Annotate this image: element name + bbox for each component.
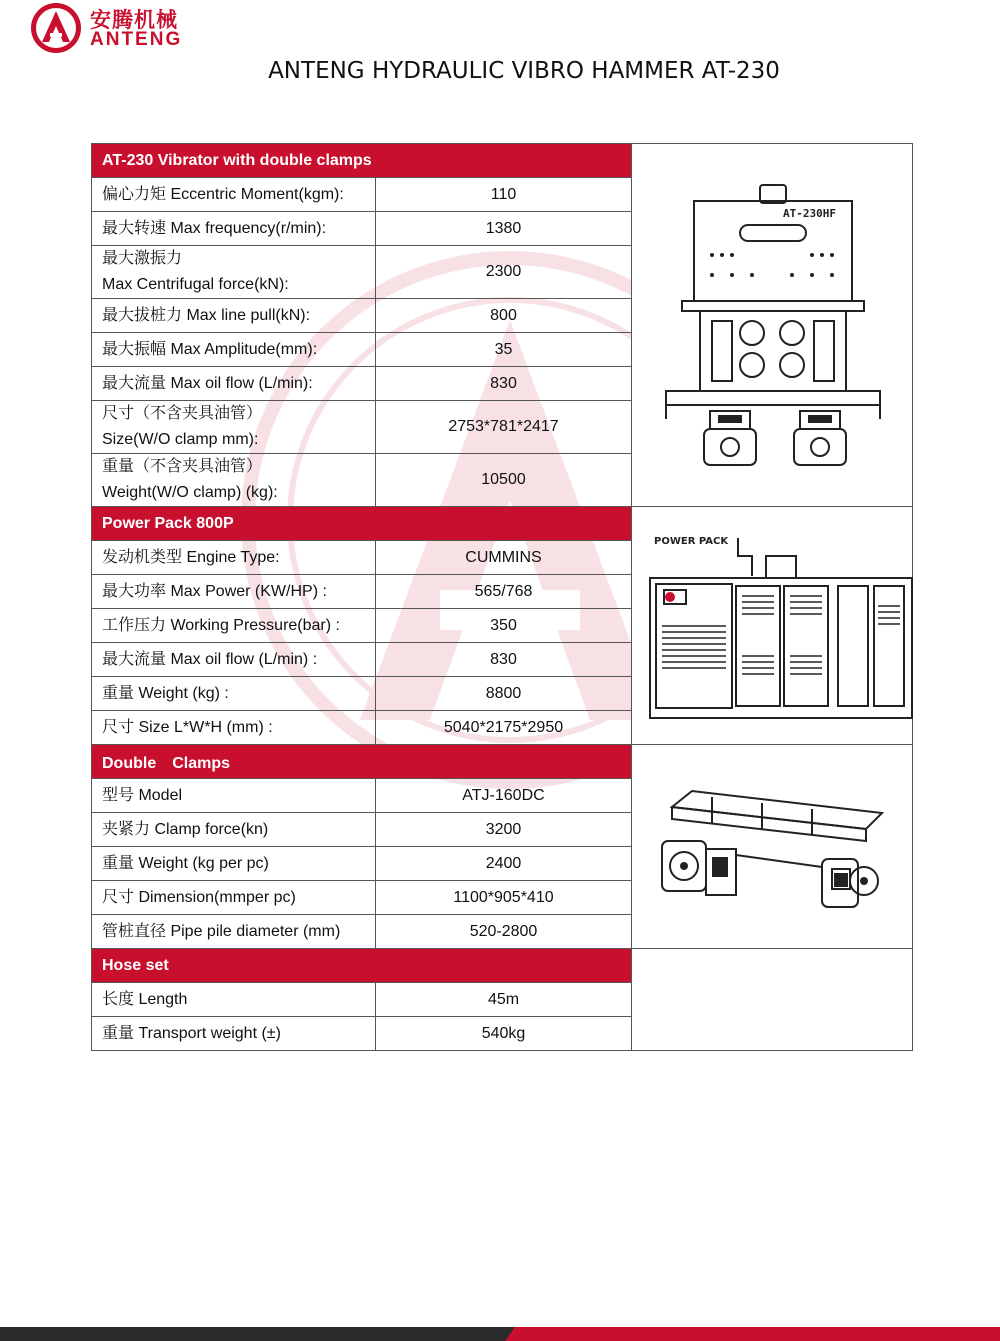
brand-name-cn: 安腾机械 — [90, 8, 178, 32]
label-cn: 最大激振力 — [102, 250, 183, 267]
power-pack-drawing-icon — [642, 526, 918, 726]
clamps-row-value: 1100*905*410 — [376, 881, 632, 915]
hose-image-cell — [632, 949, 913, 1051]
power-pack-row-value: 5040*2175*2950 — [376, 711, 632, 745]
section-header-vibrator: AT-230 Vibrator with double clamps — [92, 144, 632, 178]
vibrator-row-value: 35 — [376, 333, 632, 367]
vibrator-row-label: 偏心力矩 Eccentric Moment(kgm): — [92, 178, 376, 212]
clamps-row-value: ATJ-160DC — [376, 779, 632, 813]
footer-dark-stripe — [0, 1327, 530, 1341]
footer-bar — [0, 1327, 1000, 1341]
spec-table — [91, 143, 913, 1051]
hose-row-value: 45m — [376, 983, 632, 1017]
power-pack-row-value: 830 — [376, 643, 632, 677]
clamps-row-value: 520-2800 — [376, 915, 632, 949]
vibrator-row-value: 10500 — [376, 454, 632, 507]
double-clamps-drawing-icon — [652, 777, 892, 917]
vibrator-image — [632, 144, 913, 507]
label-en: Weight(W/O clamp) (kg): — [102, 484, 278, 501]
footer-red-stripe — [505, 1327, 1000, 1341]
power-pack-row-label: 尺寸 Size L*W*H (mm) : — [92, 711, 376, 745]
power-pack-row-label: 工作压力 Working Pressure(bar) : — [92, 609, 376, 643]
clamps-row-value: 3200 — [376, 813, 632, 847]
vibrator-row-value: 800 — [376, 299, 632, 333]
section-header-power-pack: Power Pack 800P — [92, 507, 632, 541]
power-pack-row-label: 最大功率 Max Power (KW/HP) : — [92, 575, 376, 609]
vibro-hammer-drawing-icon — [652, 175, 892, 475]
power-pack-row-label: 最大流量 Max oil flow (L/min) : — [92, 643, 376, 677]
vibrator-row-label: 最大拔桩力 Max line pull(kN): — [92, 299, 376, 333]
anteng-logo-icon — [30, 2, 82, 54]
power-pack-logo-icon — [665, 592, 675, 602]
vibrator-row-value: 830 — [376, 367, 632, 401]
clamps-row-value: 2400 — [376, 847, 632, 881]
label-cn: 尺寸（不含夹具油管） — [102, 405, 263, 422]
brand-name-en: ANTENG — [90, 29, 183, 50]
vibrator-row-value: 110 — [376, 178, 632, 212]
clamps-row-label: 尺寸 Dimension(mmper pc) — [92, 881, 376, 915]
vibrator-row-value: 2300 — [376, 246, 632, 299]
vibrator-row-label: 最大流量 Max oil flow (L/min): — [92, 367, 376, 401]
vibrator-model-label: AT-230HF — [783, 207, 836, 220]
power-pack-image — [632, 507, 913, 745]
label-en: Size(W/O clamp mm): — [102, 431, 259, 448]
vibrator-row-label — [92, 246, 376, 299]
power-pack-image-label: POWER PACK — [654, 535, 729, 547]
label-cn: 重量（不含夹具油管） — [102, 458, 263, 475]
section-header-clamps: Double Clamps — [92, 745, 632, 779]
power-pack-row-label: 重量 Weight (kg) : — [92, 677, 376, 711]
clamps-row-label: 重量 Weight (kg per pc) — [92, 847, 376, 881]
vibrator-row-label: 最大振幅 Max Amplitude(mm): — [92, 333, 376, 367]
power-pack-row-value: 8800 — [376, 677, 632, 711]
section-header-hose: Hose set — [92, 949, 632, 983]
hose-row-label: 长度 Length — [92, 983, 376, 1017]
vibrator-row-label — [92, 454, 376, 507]
hose-row-value: 540kg — [376, 1017, 632, 1051]
vibrator-row-value: 2753*781*2417 — [376, 401, 632, 454]
clamps-row-label: 夹紧力 Clamp force(kn) — [92, 813, 376, 847]
power-pack-row-label: 发动机类型 Engine Type: — [92, 541, 376, 575]
vibrator-row-label — [92, 401, 376, 454]
page-title: ANTENG HYDRAULIC VIBRO HAMMER AT-230 — [268, 58, 780, 84]
label-en: Max Centrifugal force(kN): — [102, 276, 289, 293]
clamps-image — [632, 745, 913, 949]
brand-logo — [30, 2, 210, 56]
clamps-row-label: 型号 Model — [92, 779, 376, 813]
hose-row-label: 重量 Transport weight (±) — [92, 1017, 376, 1051]
vibrator-row-value: 1380 — [376, 212, 632, 246]
power-pack-row-value: CUMMINS — [376, 541, 632, 575]
clamps-row-label: 管桩直径 Pipe pile diameter (mm) — [92, 915, 376, 949]
vibrator-row-label: 最大转速 Max frequency(r/min): — [92, 212, 376, 246]
power-pack-row-value: 565/768 — [376, 575, 632, 609]
power-pack-row-value: 350 — [376, 609, 632, 643]
